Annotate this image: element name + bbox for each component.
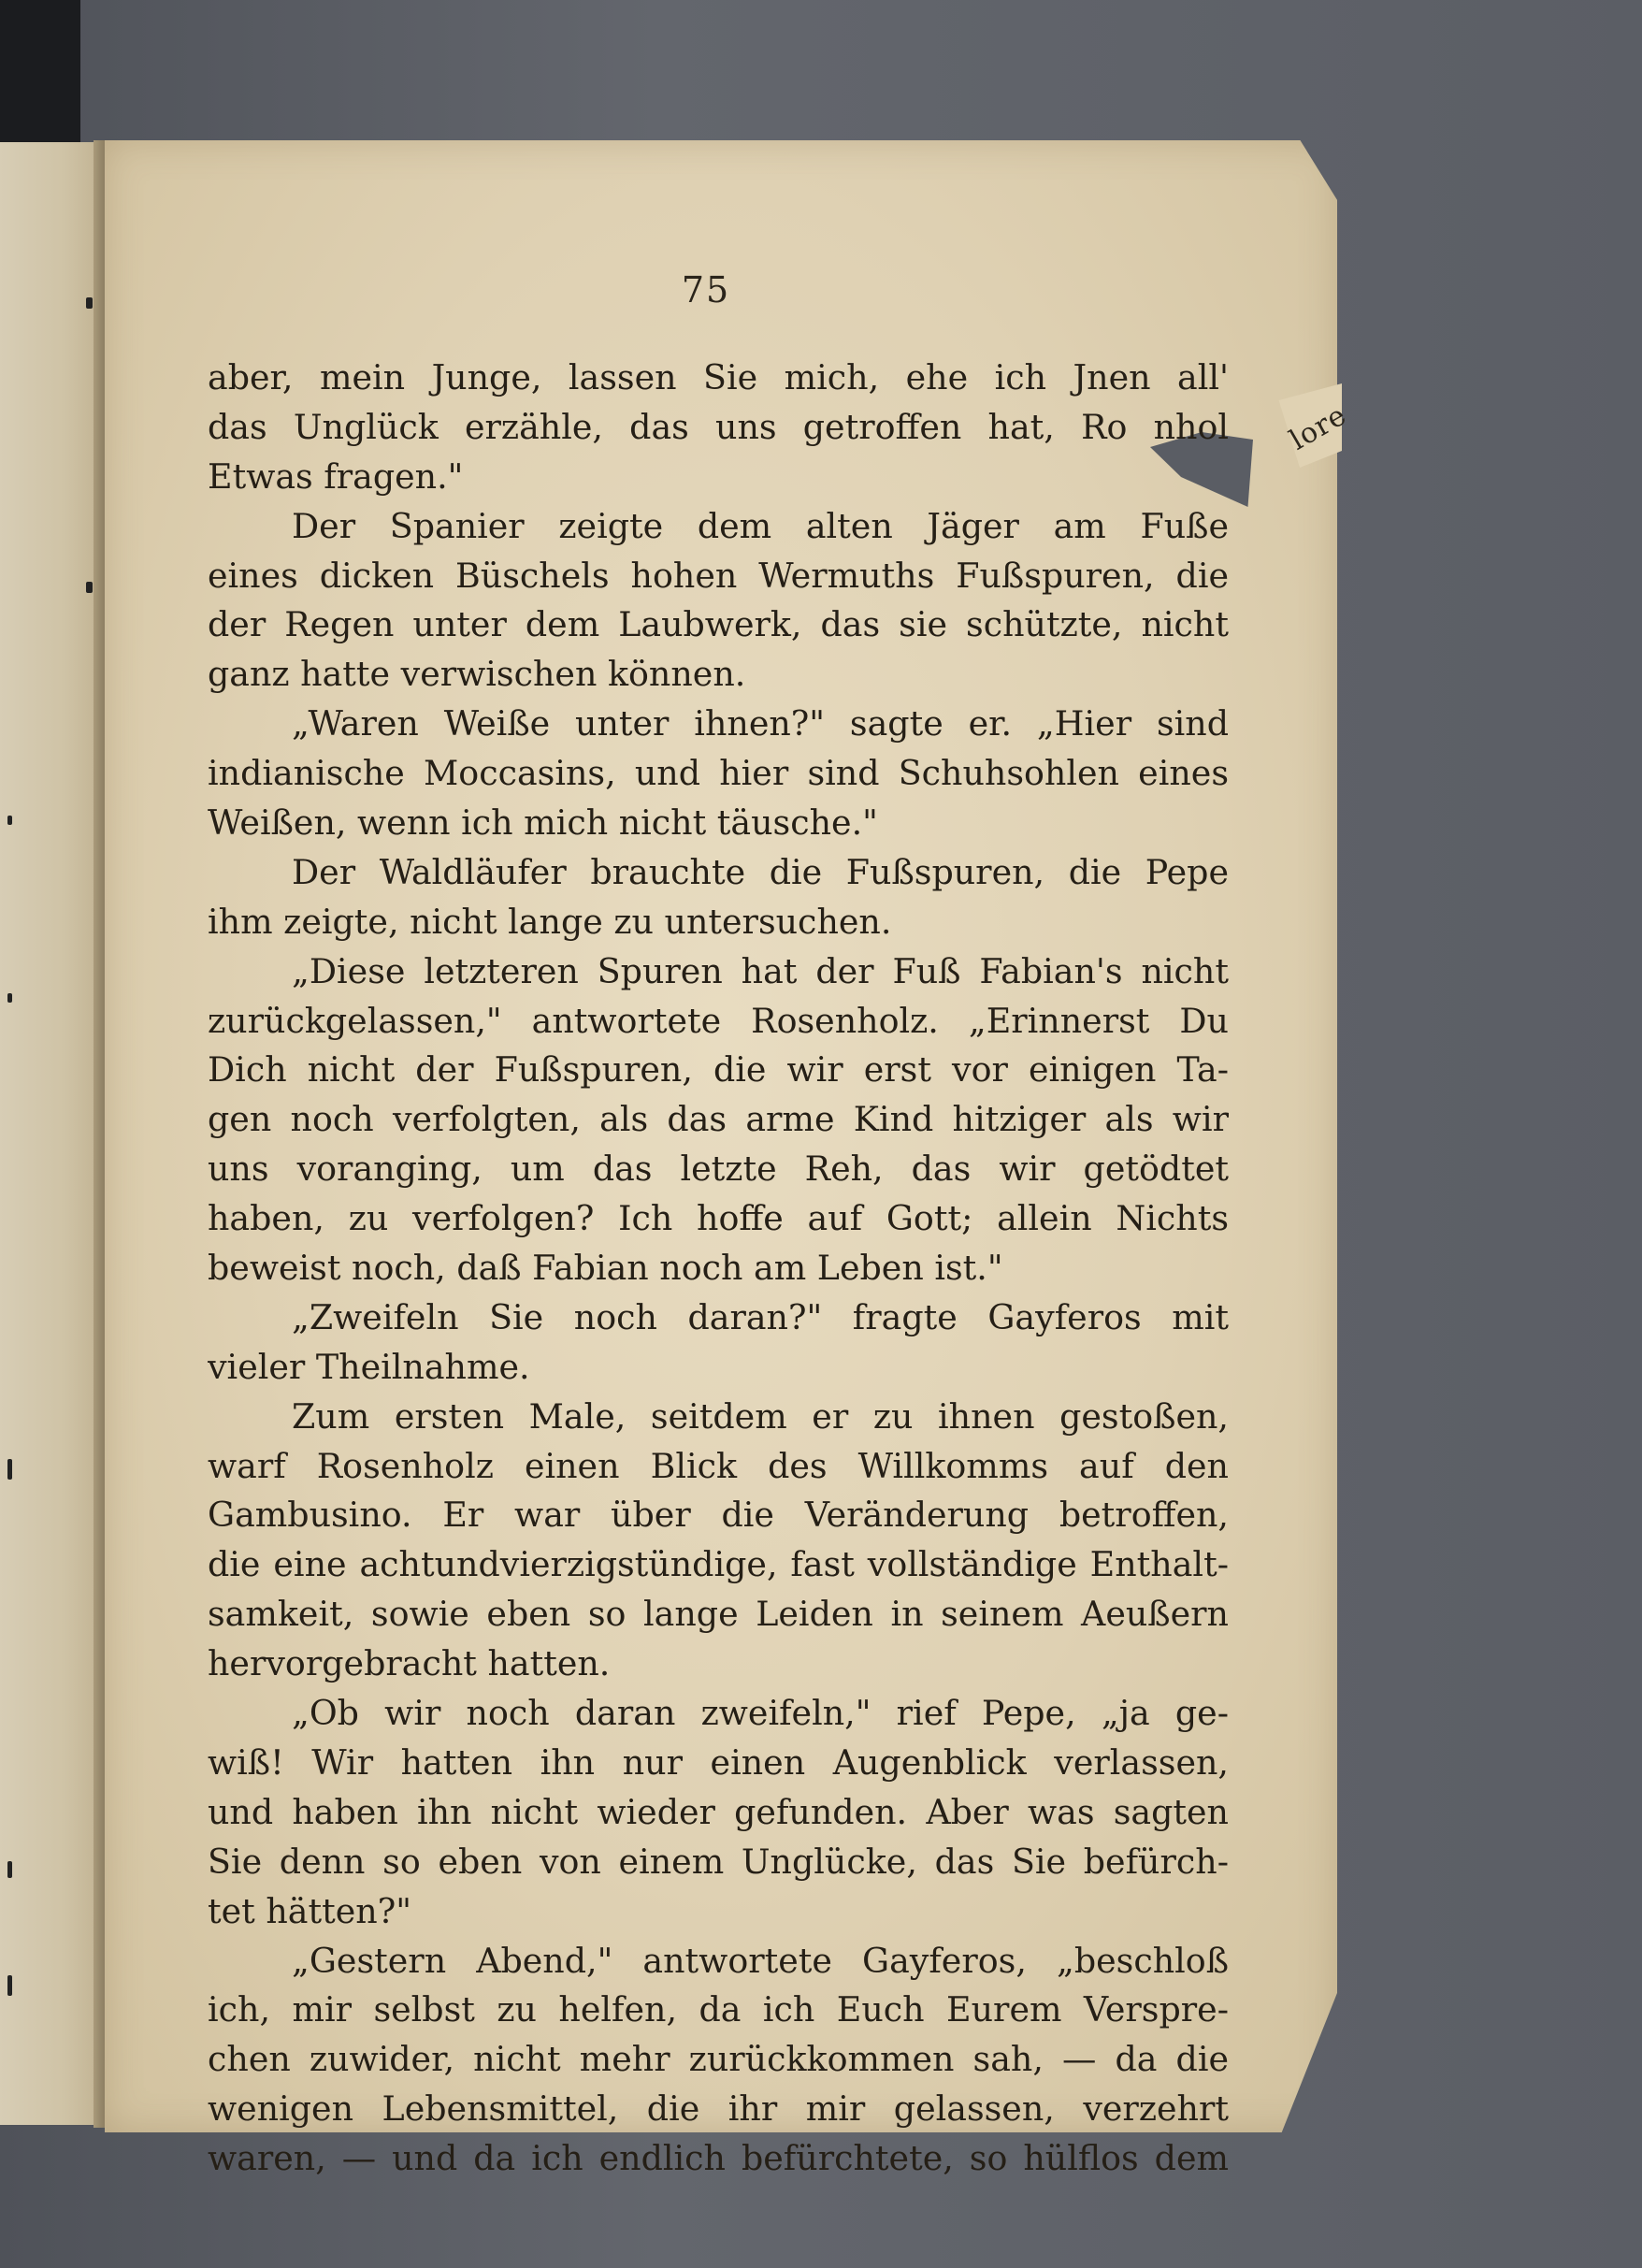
- left-margin-mark: [7, 1459, 12, 1480]
- text-line: „Waren Weiße unter ihnen?" sagte er. „Hier sind: [292, 703, 1229, 744]
- left-margin-mark: [7, 816, 12, 825]
- text-line: chen zuwider, nicht mehr zurückkommen sah, — da die: [208, 2039, 1229, 2080]
- left-page-edge: [0, 142, 108, 2125]
- text-line: Zum ersten Male, seitdem er zu ihnen gestoßen,: [292, 1395, 1229, 1437]
- text-line: das Unglück erzähle, das uns getroffen hat, Ro nhol: [208, 406, 1229, 447]
- text-line: tet hätten?": [208, 1890, 411, 1931]
- text-line: die eine achtundvierzigstündige, fast vollständige Enthalt-: [208, 1544, 1229, 1585]
- text-line: Der Waldläufer brauchte die Fußspuren, die Pepe: [292, 851, 1229, 892]
- text-line: Dich nicht der Fußspuren, die wir erst vor einigen Ta-: [208, 1049, 1229, 1091]
- left-margin-mark: [7, 1861, 12, 1878]
- text-line: vieler Theilnahme.: [208, 1346, 530, 1387]
- text-line: eines dicken Büschels hohen Wermuths Fußspuren, die: [208, 555, 1229, 596]
- text-line: ich, mir selbst zu helfen, da ich Euch Eurem Verspre-: [208, 1989, 1229, 2030]
- text-line: waren, — und da ich endlich befürchtete, so hülflos dem: [208, 2138, 1229, 2179]
- torn-fragment-text: lore: [1284, 398, 1353, 457]
- text-line: und haben ihn nicht wieder gefunden. Aber was sagten: [208, 1791, 1229, 1832]
- text-line: ihm zeigte, nicht lange zu untersuchen.: [208, 901, 892, 942]
- text-line: Der Spanier zeigte dem alten Jäger am Fuße: [292, 505, 1229, 546]
- text-line: „Diese letzteren Spuren hat der Fuß Fabian's nicht: [292, 950, 1229, 991]
- text-line: Etwas fragen.": [208, 455, 464, 497]
- text-line: Weißen, wenn ich mich nicht täusche.": [208, 802, 878, 844]
- text-line: „Zweifeln Sie noch daran?" fragte Gayferos mit: [292, 1296, 1229, 1337]
- text-line: wiß! Wir hatten ihn nur einen Augenblick verlassen,: [208, 1741, 1229, 1783]
- text-line: der Regen unter dem Laubwerk, das sie schützte, nicht: [208, 604, 1229, 645]
- text-line: „Ob wir noch daran zweifeln," rief Pepe, „ja ge-: [292, 1693, 1229, 1734]
- text-line: aber, mein Junge, lassen Sie mich, ehe ich Jnen all': [208, 357, 1229, 397]
- text-line: uns voranging, um das letzte Reh, das wir getödtet: [208, 1148, 1229, 1190]
- text-line: Gambusino. Er war über die Veränderung betroffen,: [208, 1495, 1229, 1536]
- text-line: hervorgebracht hatten.: [208, 1643, 611, 1684]
- text-line: warf Rosenholz einen Blick des Willkomms auf den: [208, 1445, 1229, 1486]
- text-line: zurückgelassen," antwortete Rosenholz. „Erinnerst Du: [208, 1000, 1229, 1041]
- text-line: haben, zu verfolgen? Ich hoffe auf Gott; allein Nichts: [208, 1198, 1229, 1239]
- text-line: ganz hatte verwischen können.: [208, 654, 746, 695]
- text-line: „Gestern Abend," antwortete Gayferos, „beschloß: [292, 1940, 1229, 1981]
- left-margin-mark: [7, 1975, 12, 1996]
- left-margin-mark: [86, 582, 93, 593]
- text-line: gen noch verfolgten, als das arme Kind hitziger als wir: [208, 1099, 1229, 1140]
- text-line: wenigen Lebensmittel, die ihr mir gelassen, verzehrt: [208, 2088, 1229, 2130]
- text-line: indianische Moccasins, und hier sind Schuhsohlen eines: [208, 753, 1229, 794]
- text-line: samkeit, sowie eben so lange Leiden in seinem Aeußern: [208, 1594, 1229, 1635]
- left-margin-mark: [7, 993, 12, 1003]
- scanner-edge: [0, 0, 80, 150]
- text-line: Sie denn so eben von einem Unglücke, das Sie befürch-: [208, 1841, 1229, 1882]
- text-line: beweist noch, daß Fabian noch am Leben ist.": [208, 1248, 1003, 1289]
- body-text: [208, 354, 1229, 2184]
- page-number: 75: [681, 269, 731, 311]
